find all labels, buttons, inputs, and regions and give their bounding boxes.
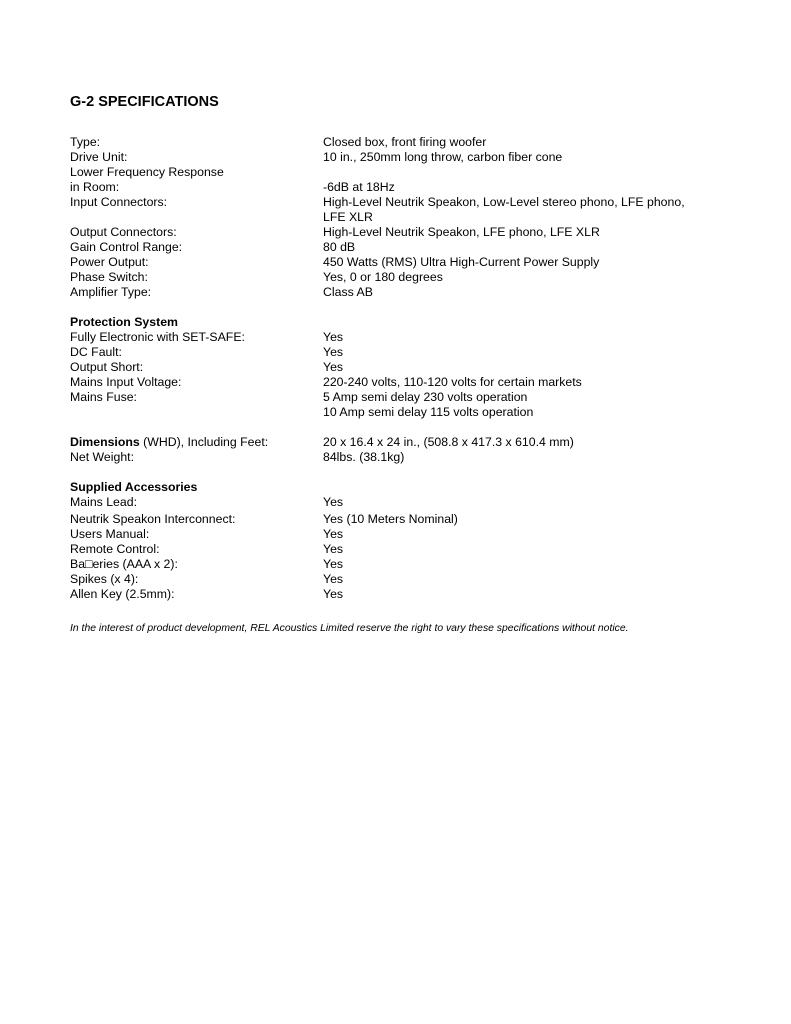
spec-label bbox=[70, 435, 323, 450]
dimensions-section bbox=[70, 435, 730, 465]
spec-value-line: 10 Amp semi delay 115 volts operation bbox=[323, 405, 534, 419]
page-title: G-2 SPECIFICATIONS bbox=[70, 94, 219, 110]
section-heading-protection: Protection System bbox=[70, 315, 178, 329]
spec-row-drive-unit bbox=[70, 150, 730, 165]
spec-label: Ba□eries (AAA x 2): bbox=[70, 557, 178, 571]
spec-label: Spikes (x 4): bbox=[70, 572, 139, 586]
spec-row-dimensions bbox=[70, 435, 730, 450]
spec-row-mains-input bbox=[70, 375, 730, 390]
spec-label: in Room: bbox=[70, 180, 120, 194]
spec-row-batteries bbox=[70, 557, 730, 572]
general-specs bbox=[70, 135, 730, 300]
spec-value: High-Level Neutrik Speakon, LFE phono, LFE XLR bbox=[323, 225, 600, 239]
spec-row-mains-lead bbox=[70, 495, 730, 510]
spacer bbox=[70, 420, 730, 435]
spec-value: 80 dB bbox=[323, 240, 356, 254]
spec-label: Output Connectors: bbox=[70, 225, 177, 239]
spec-value: Closed box, front firing woofer bbox=[323, 135, 487, 149]
spec-row-spikes bbox=[70, 572, 730, 587]
spec-label: Fully Electronic with SET-SAFE: bbox=[70, 330, 245, 344]
spec-value-line: 5 Amp semi delay 230 volts operation bbox=[323, 390, 528, 404]
spec-value: -6dB at 18Hz bbox=[323, 180, 395, 194]
spec-label: Mains Fuse: bbox=[70, 390, 137, 404]
spec-label: Output Short: bbox=[70, 360, 144, 374]
disclaimer-footnote: In the interest of product development, REL Acoustics Limited reserve the right to vary these specifications without notice. bbox=[70, 623, 629, 634]
spec-page bbox=[70, 94, 730, 635]
spec-value: 220-240 volts, 110-120 volts for certain markets bbox=[323, 375, 582, 389]
spec-value: Yes, 0 or 180 degrees bbox=[323, 270, 443, 284]
spec-label: Allen Key (2.5mm): bbox=[70, 587, 175, 601]
spec-label: Input Connectors: bbox=[70, 195, 168, 209]
spec-row-power-output bbox=[70, 255, 730, 270]
spec-label: Remote Control: bbox=[70, 542, 160, 556]
dimensions-label-bold: Dimensions bbox=[70, 435, 140, 449]
spec-value: Yes bbox=[323, 330, 344, 344]
spec-value: Yes bbox=[323, 360, 344, 374]
spec-value: Yes (10 Meters Nominal) bbox=[323, 512, 458, 526]
spec-row-set-safe bbox=[70, 330, 730, 345]
spec-value: 10 in., 250mm long throw, carbon fiber cone bbox=[323, 150, 563, 164]
spec-row-type bbox=[70, 135, 730, 150]
spec-row-users-manual bbox=[70, 527, 730, 542]
spec-label: Phase Switch: bbox=[70, 270, 148, 284]
spec-row-net-weight bbox=[70, 450, 730, 465]
spec-value bbox=[323, 195, 730, 225]
section-heading-accessories: Supplied Accessories bbox=[70, 480, 198, 494]
spec-row-mains-fuse bbox=[70, 390, 730, 420]
spec-value: 450 Watts (RMS) Ultra High-Current Power Supply bbox=[323, 255, 600, 269]
spec-value: Yes bbox=[323, 587, 344, 601]
spec-value-line: LFE XLR bbox=[323, 210, 373, 224]
spec-row-output-short bbox=[70, 360, 730, 375]
spec-label: Amplifier Type: bbox=[70, 285, 152, 299]
spacer bbox=[70, 465, 730, 480]
spec-value: Class AB bbox=[323, 285, 373, 299]
spec-row-remote-control bbox=[70, 542, 730, 557]
spec-label: Drive Unit: bbox=[70, 150, 128, 164]
spec-value bbox=[323, 390, 730, 420]
spec-row-allen-key bbox=[70, 587, 730, 602]
spec-row-dc-fault bbox=[70, 345, 730, 360]
spec-label: Gain Control Range: bbox=[70, 240, 183, 254]
spec-label: Lower Frequency Response bbox=[70, 165, 224, 179]
spec-value: Yes bbox=[323, 572, 344, 586]
spec-row-amplifier-type bbox=[70, 285, 730, 300]
spec-label: DC Fault: bbox=[70, 345, 122, 359]
spec-value: 84lbs. (38.1kg) bbox=[323, 450, 405, 464]
spec-row-phase-switch bbox=[70, 270, 730, 285]
protection-section bbox=[70, 315, 730, 420]
spec-value: 20 x 16.4 x 24 in., (508.8 x 417.3 x 610.4 mm) bbox=[323, 435, 574, 449]
accessories-section bbox=[70, 480, 730, 602]
spec-row-input-connectors bbox=[70, 195, 730, 225]
spec-label: Type: bbox=[70, 135, 101, 149]
spec-value bbox=[323, 165, 730, 180]
spec-label: Users Manual: bbox=[70, 527, 150, 541]
spec-row-lower-frequency bbox=[70, 165, 730, 180]
spec-value: Yes bbox=[323, 557, 344, 571]
spec-label: Mains Input Voltage: bbox=[70, 375, 182, 389]
spec-row-in-room bbox=[70, 180, 730, 195]
spec-label: Neutrik Speakon Interconnect: bbox=[70, 512, 236, 526]
spec-value: Yes bbox=[323, 542, 344, 556]
spec-value: Yes bbox=[323, 345, 344, 359]
spec-value-line: High-Level Neutrik Speakon, Low-Level stereo phono, LFE phono, bbox=[323, 195, 685, 209]
spec-row-output-connectors bbox=[70, 225, 730, 240]
spacer bbox=[70, 300, 730, 315]
spec-label: Net Weight: bbox=[70, 450, 135, 464]
spec-label: Mains Lead: bbox=[70, 495, 137, 509]
spec-row-gain-control bbox=[70, 240, 730, 255]
spec-label: Power Output: bbox=[70, 255, 149, 269]
dimensions-label-rest: (WHD), Including Feet: bbox=[139, 435, 269, 449]
spec-row-speakon-interconnect bbox=[70, 512, 730, 527]
spec-value: Yes bbox=[323, 495, 344, 509]
spec-value: Yes bbox=[323, 527, 344, 541]
